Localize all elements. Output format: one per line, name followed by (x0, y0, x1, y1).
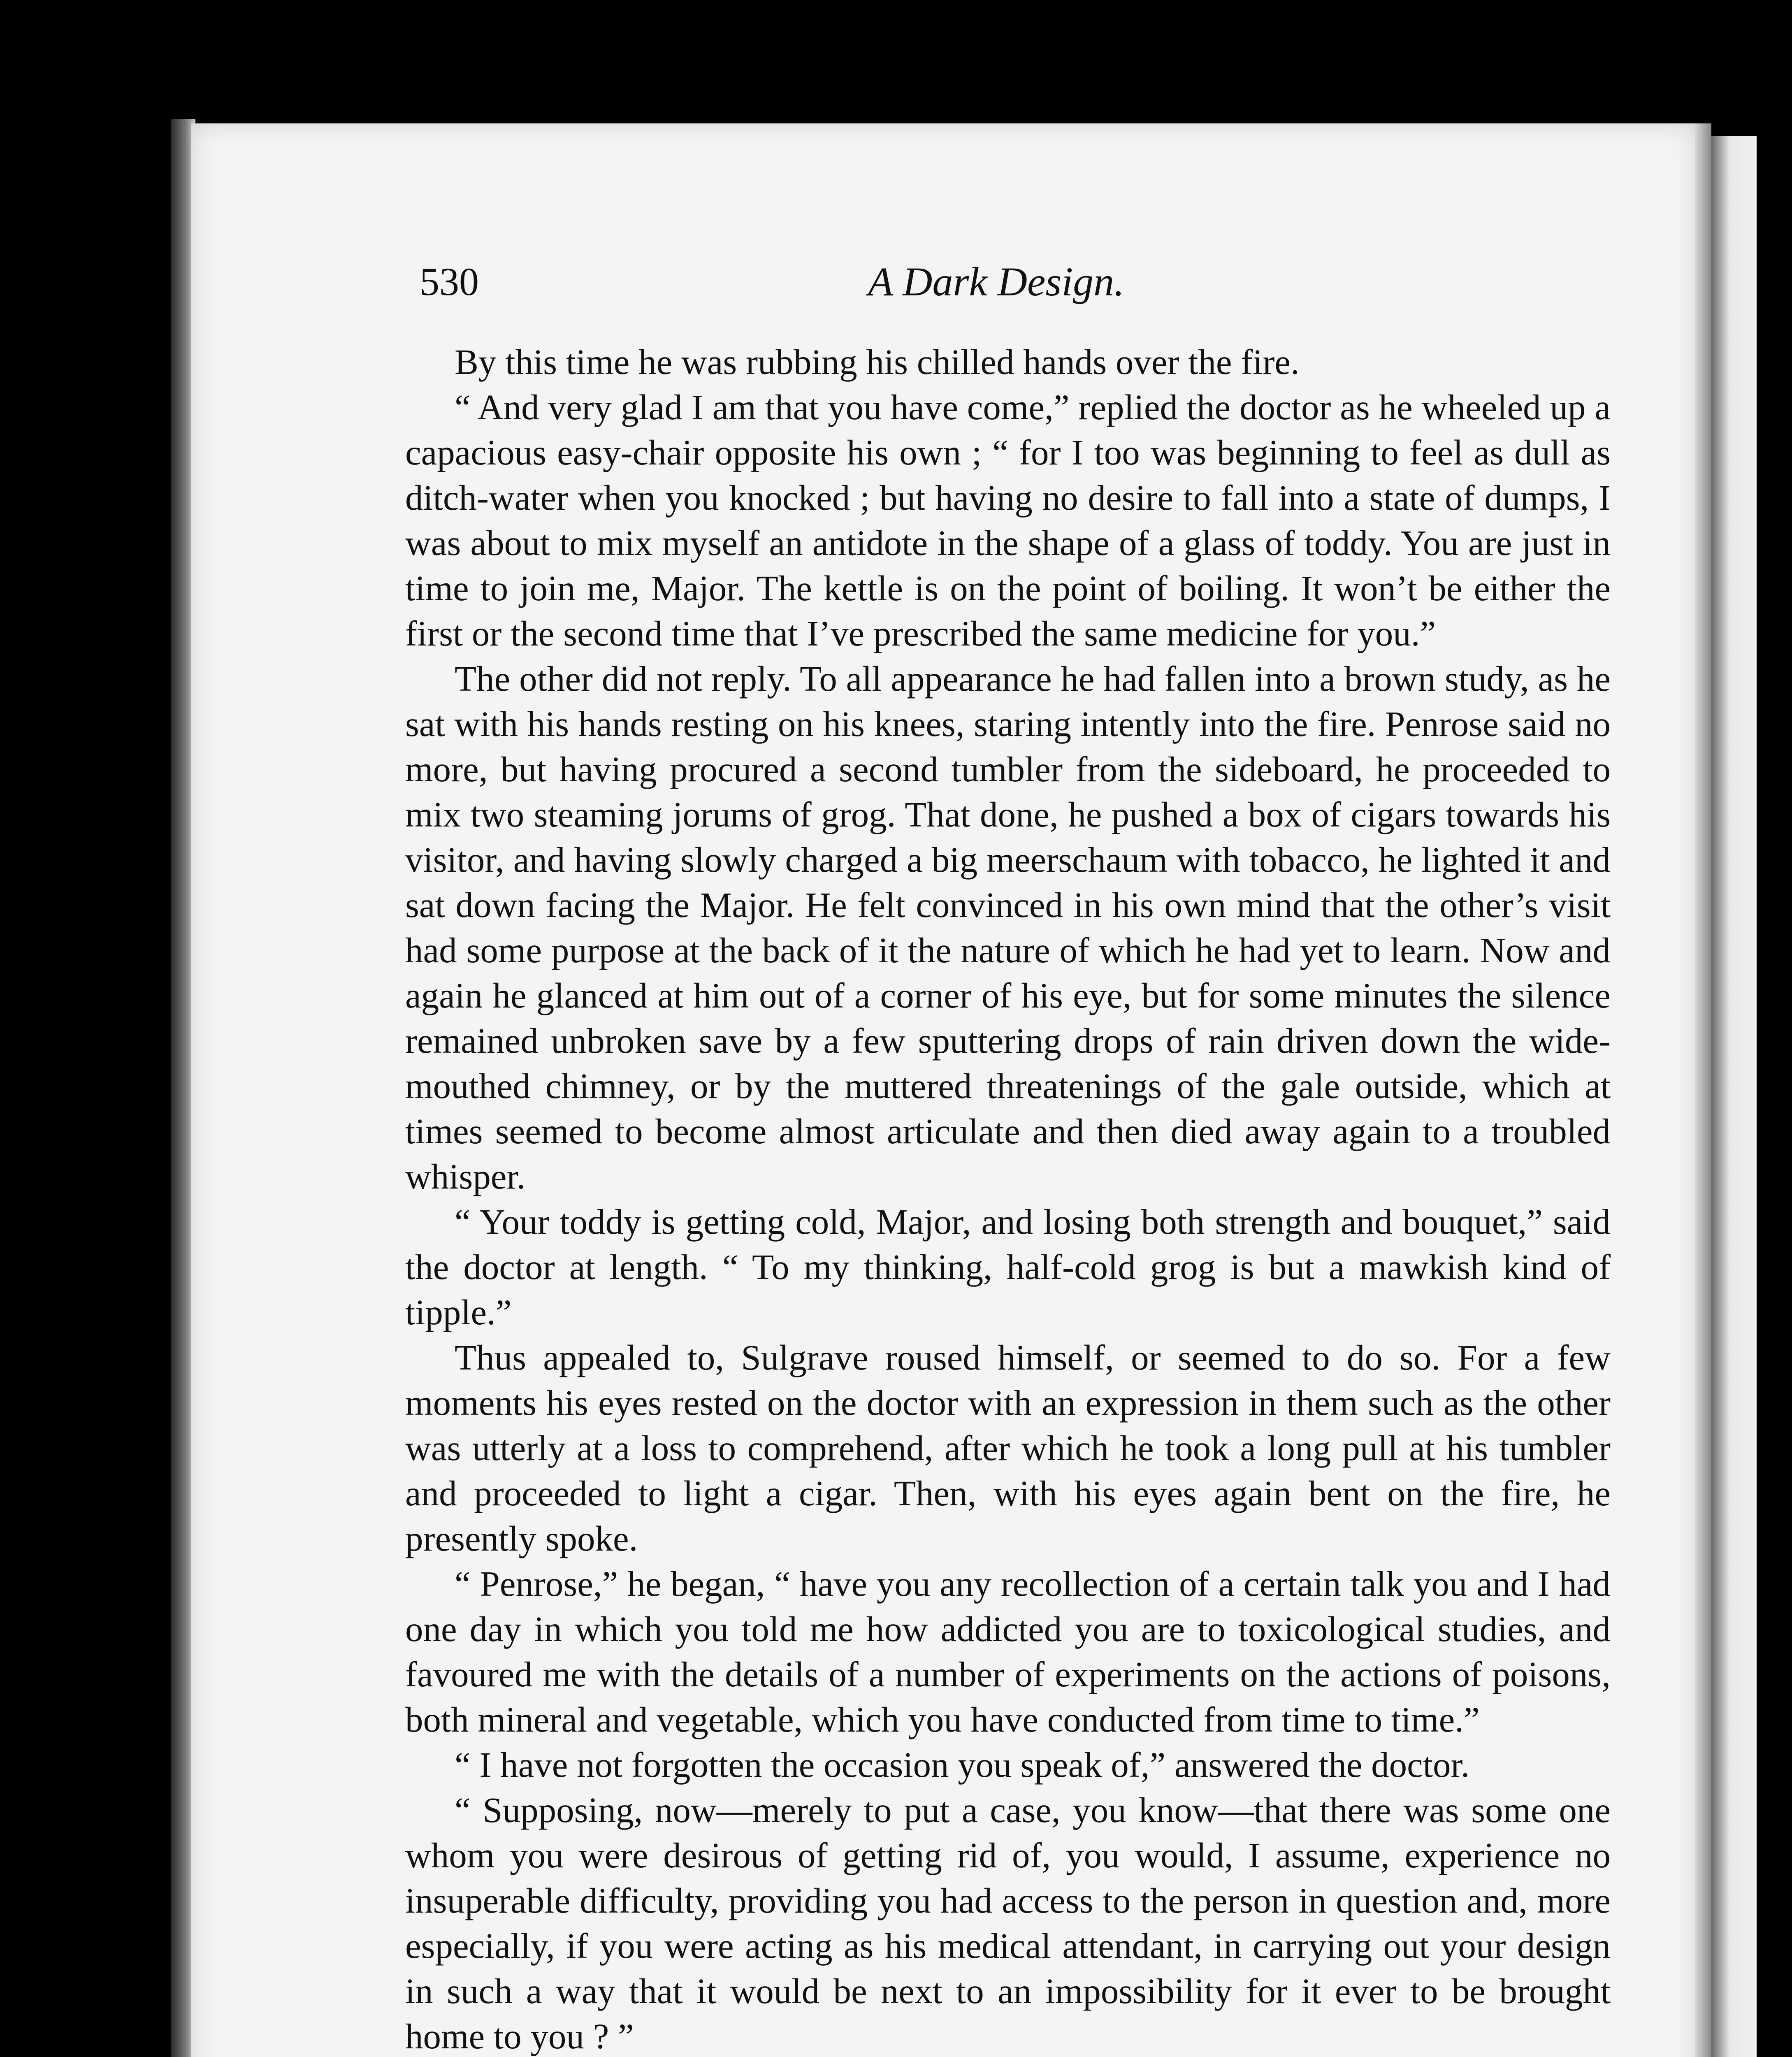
running-head-title: A Dark Design. (868, 259, 1125, 304)
paragraph: The other did not reply. To all appearance he had fallen into a brown study, as he sat with his hands resting on his knees, staring intently into the fire. Penrose said no more, but having procured a second tumbler from the sideboard, he proceeded to mix two steaming jorums of grog. That done, he pushed a box of cigars towards his visitor, and having slowly charged a big meerschaum with tobacco, he lighted it and sat down facing the Major. He felt convinced in his own mind that the other’s visit had some purpose at the back of it the nature of which he had yet to learn. Now and again he glanced at him out of a corner of his eye, but for some minutes the silence remained unbroken save by a few sputtering drops of rain driven down the wide-mouthed chimney, or by the muttered threatenings of the gale outside, which at times seemed to become almost articulate and then died away again to a troubled whisper. (405, 659, 1611, 1196)
page-header (420, 251, 1613, 313)
paragraph: “ Your toddy is getting cold, Major, and losing both strength and bouquet,” said the doctor at length. “ To my thinking, half-cold grog is but a mawkish kind of tipple.” (405, 1202, 1611, 1332)
body-text (405, 339, 1611, 2057)
paragraph: Thus appealed to, Sulgrave roused himself, or seemed to do so. For a few moments his eyes rested on the doctor with an expression in them such as the other was utterly at a loss to comprehend, after which he took a long pull at his tumbler and proceeded to light a cigar. Then, with his eyes again bent on the fire, he presently spoke. (405, 1337, 1611, 1558)
paragraph: By this time he was rubbing his chilled hands over the fire. (455, 342, 1300, 382)
paragraph: “ I have not forgotten the occasion you speak of,” answered the doctor. (455, 1745, 1470, 1785)
paragraph: “ Supposing, now—merely to put a case, you know—that there was some one whom you were desirous of getting rid of, you would, I assume, experience no insuperable difficulty, providing you had access to the person in question and, more especially, if you were acting as his medical attendant, in carrying out your design in such a way that it would be next to an impossibility for it ever to be brought home to you ? ” (405, 1790, 1611, 2056)
page-edge-shadow (1695, 123, 1711, 2057)
paragraph: “ Penrose,” he began, “ have you any recollection of a certain talk you and I had one day in which you told me how addicted you are to toxicological studies, and favoured me with the details of a number of experiments on the actions of poisons, both mineral and vegetable, which you have conducted from time to time.” (405, 1564, 1611, 1739)
page-number: 530 (420, 260, 479, 304)
paragraph: “ And very glad I am that you have come,” replied the doctor as he wheeled up a capacious easy-chair opposite his own ; “ for I too was beginning to feel as dull as ditch-water when you knocked ; but having no desire to fall into a state of dumps, I was about to mix myself an antidote in the shape of a glass of toddy. You are just in time to join me, Major. The kettle is on the point of boiling. It won’t be either the first or the second time that I’ve prescribed the same medicine for you.” (405, 387, 1611, 653)
adjacent-page-strip (1711, 136, 1757, 2057)
